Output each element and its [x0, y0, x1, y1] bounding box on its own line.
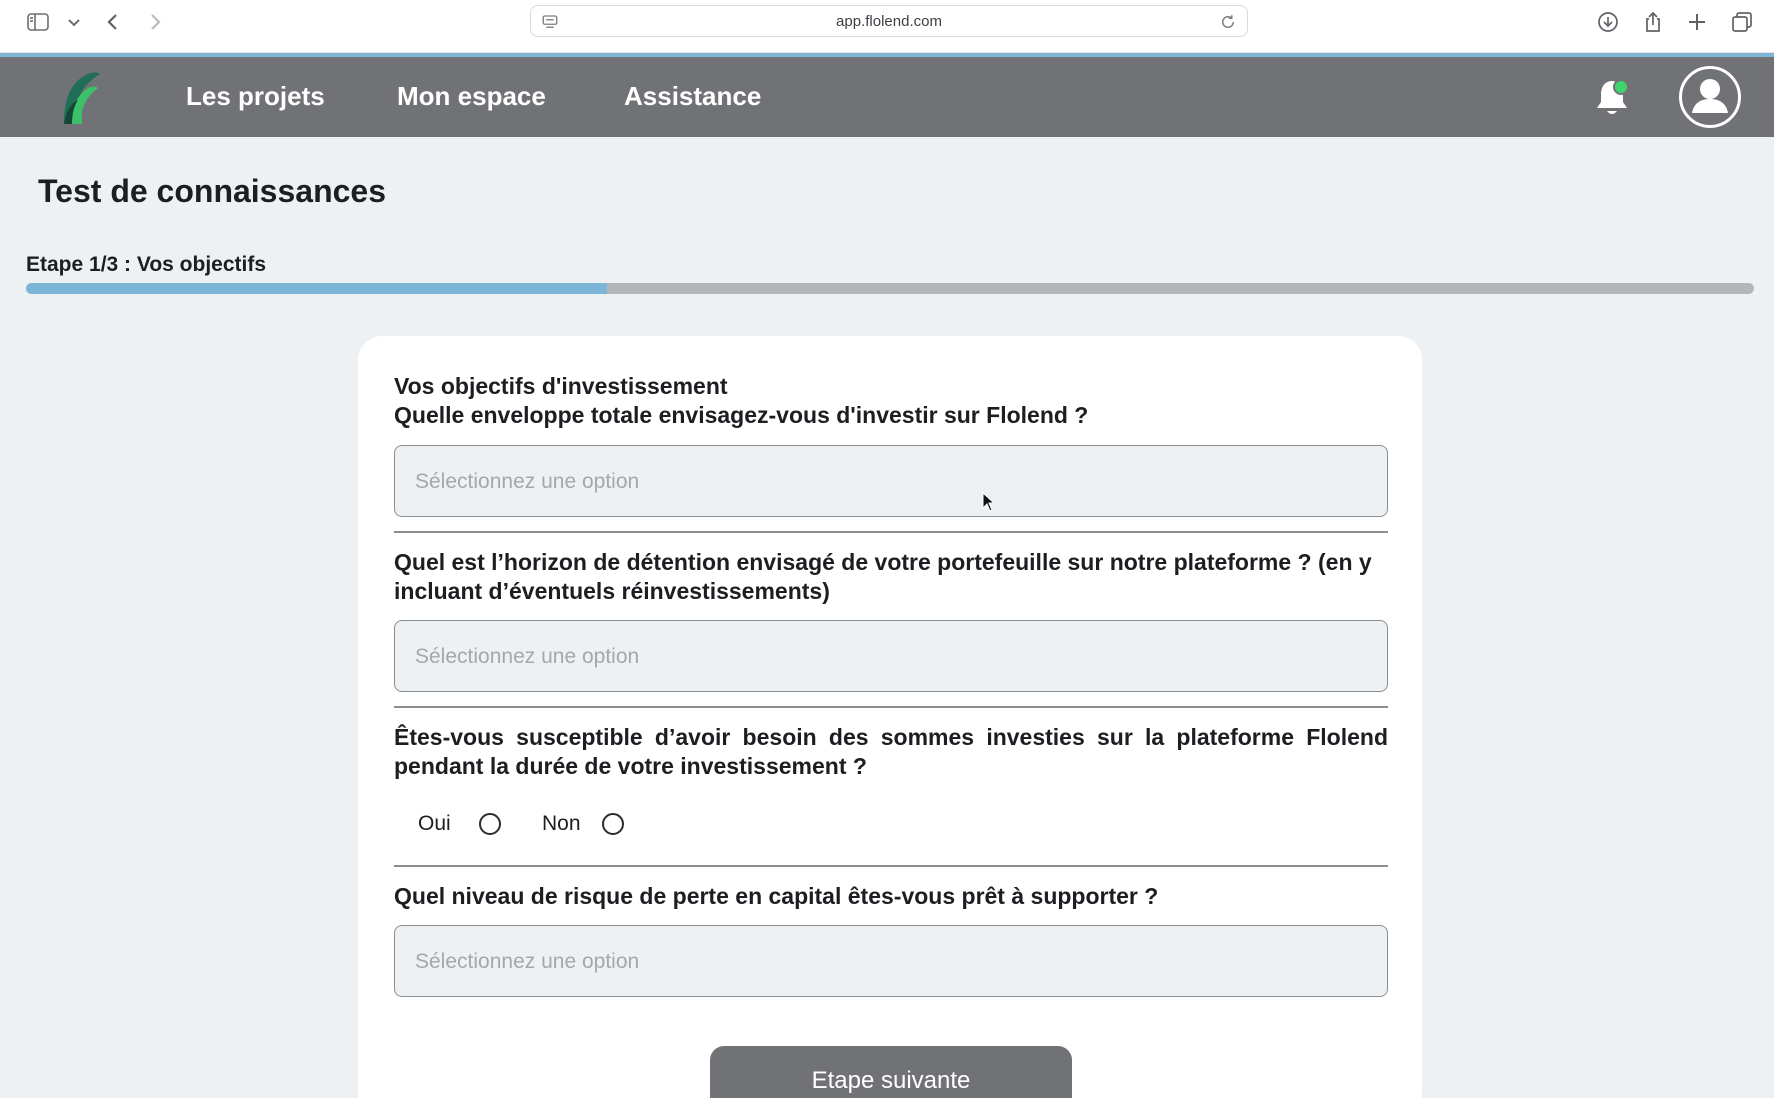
radio-non[interactable]	[602, 813, 624, 835]
select-placeholder: Sélectionnez une option	[415, 645, 640, 668]
nav-mon-espace[interactable]: Mon espace	[397, 81, 546, 111]
question-2-select[interactable]	[394, 620, 1388, 692]
share-icon[interactable]	[1641, 10, 1665, 34]
nav-les-projets[interactable]: Les projets	[186, 81, 325, 111]
next-step-button[interactable]: Etape suivante	[710, 1046, 1072, 1098]
radio-oui-label[interactable]: Oui	[418, 812, 451, 835]
bell-icon[interactable]	[1592, 77, 1632, 119]
form-card	[358, 336, 1422, 1098]
question-4-select[interactable]	[394, 925, 1388, 997]
download-icon[interactable]	[1596, 10, 1620, 34]
nav-assistance[interactable]: Assistance	[624, 81, 762, 111]
back-icon[interactable]	[101, 10, 125, 34]
browser-toolbar	[0, 0, 1774, 53]
url-text: app.flolend.com	[836, 13, 942, 30]
user-avatar-icon[interactable]	[1679, 66, 1741, 128]
page-title: Test de connaissances	[38, 173, 386, 209]
new-tab-icon[interactable]	[1685, 10, 1709, 34]
question-1	[394, 372, 1388, 430]
radio-oui[interactable]	[479, 813, 501, 835]
question-1-text: Quelle enveloppe totale envisagez-vous d'investir sur Flolend ?	[394, 402, 1089, 428]
question-1-select[interactable]	[394, 445, 1388, 517]
mouse-cursor-icon	[982, 492, 996, 512]
chevron-down-icon[interactable]	[62, 10, 78, 34]
step-label: Etape 1/3 : Vos objectifs	[26, 253, 267, 276]
address-bar[interactable]	[530, 5, 1248, 37]
select-placeholder: Sélectionnez une option	[415, 470, 640, 493]
question-4-text: Quel niveau de risque de perte en capital êtes-vous prêt à supporter ?	[394, 883, 1159, 909]
section-title: Vos objectifs d'investissement	[394, 373, 728, 399]
divider	[394, 706, 1388, 708]
forward-icon[interactable]	[143, 10, 167, 34]
divider	[394, 531, 1388, 533]
tabs-overview-icon[interactable]	[1730, 10, 1754, 34]
sidebar-icon[interactable]	[26, 10, 50, 34]
app-navbar	[0, 57, 1774, 137]
question-3-text: Êtes-vous susceptible d’avoir besoin des sommes investies sur la plateforme Flolend pendant la durée de votre investissement ?	[394, 724, 1388, 779]
select-placeholder: Sélectionnez une option	[415, 950, 640, 973]
radio-non-label[interactable]: Non	[542, 812, 581, 835]
question-2-text: Quel est l’horizon de détention envisagé de votre portefeuille sur notre plateforme ? (en y incluant d’éventuels réinvestissements)	[394, 549, 1372, 604]
reload-icon[interactable]	[1219, 13, 1237, 31]
flolend-logo-icon[interactable]	[58, 70, 102, 126]
progress-bar	[26, 283, 1754, 294]
divider	[394, 865, 1388, 867]
progress-bar-fill	[26, 283, 607, 294]
